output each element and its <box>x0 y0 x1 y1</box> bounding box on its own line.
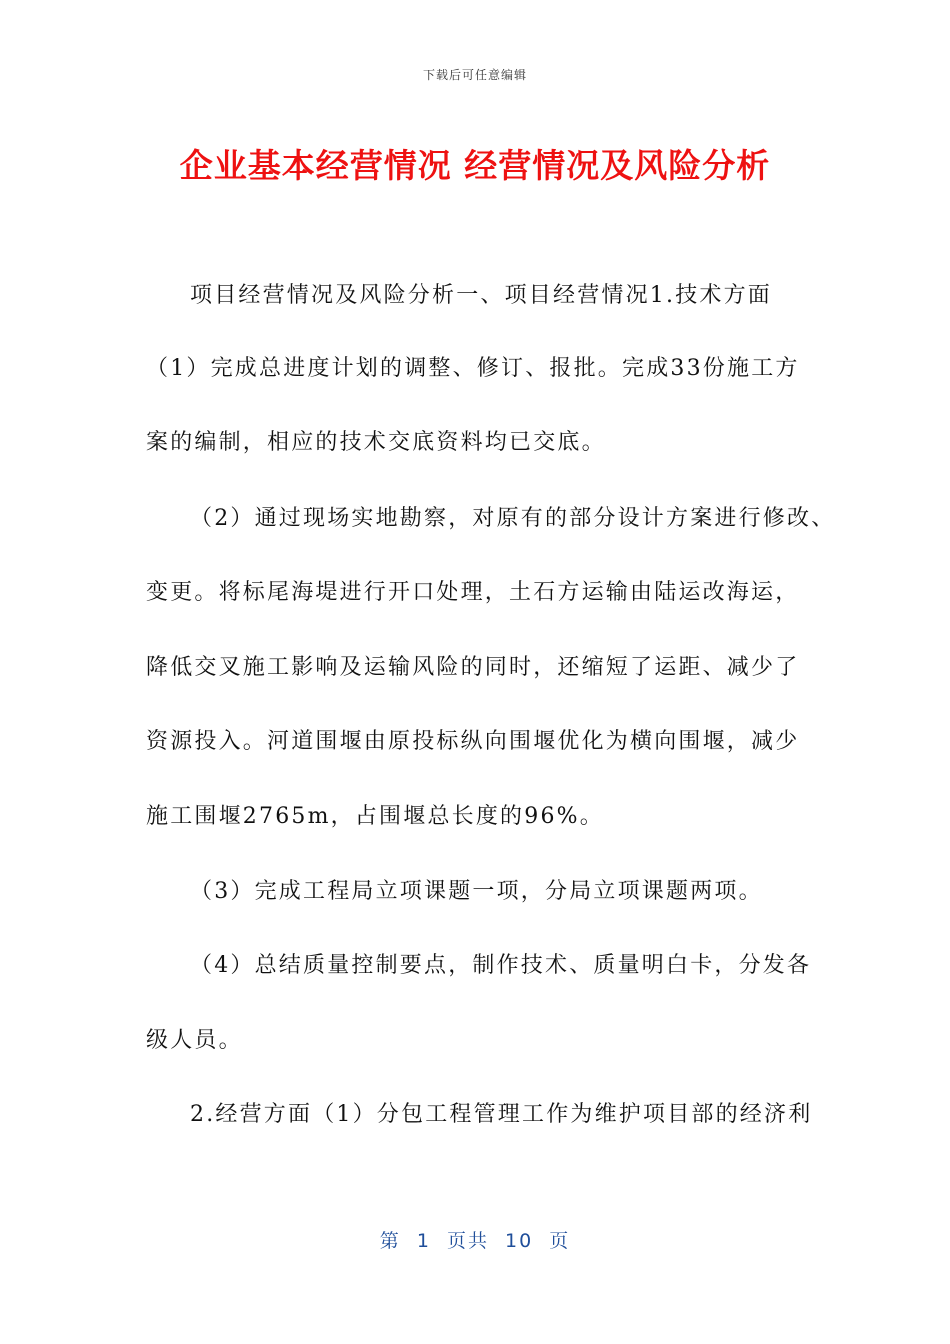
body-line-10: （4）总结质量控制要点，制作技术、质量明白卡，分发各 <box>190 953 812 978</box>
document-title: 企业基本经营情况 经营情况及风险分析 <box>179 146 771 185</box>
body-line-2: （1）完成总进度计划的调整、修订、报批。完成33份施工方 <box>146 356 800 381</box>
body-line-9: （3）完成工程局立项课题一项，分局立项课题两项。 <box>190 879 763 904</box>
body-line-6: 降低交叉施工影响及运输风险的同时，还缩短了运距、减少了 <box>146 655 800 680</box>
page-number-footer: 第 1 页共 10 页 <box>379 1230 571 1252</box>
body-line-12: 2.经营方面（1）分包工程管理工作为维护项目部的经济利 <box>190 1102 813 1127</box>
body-line-3: 案的编制，相应的技术交底资料均已交底。 <box>146 430 606 455</box>
page-header-note: 下载后可任意编辑 <box>422 68 527 82</box>
body-line-5: 变更。将标尾海堤进行开口处理，土石方运输由陆运改海运， <box>146 580 800 605</box>
body-line-7: 资源投入。河道围堰由原投标纵向围堰优化为横向围堰，减少 <box>146 729 800 754</box>
body-line-11: 级人员。 <box>146 1028 243 1053</box>
body-line-8: 施工围堰2765m，占围堰总长度的96%。 <box>146 804 604 829</box>
body-line-1: 项目经营情况及风险分析一、项目经营情况1.技术方面 <box>190 283 772 308</box>
body-line-4: （2）通过现场实地勘察，对原有的部分设计方案进行修改、 <box>190 506 836 531</box>
